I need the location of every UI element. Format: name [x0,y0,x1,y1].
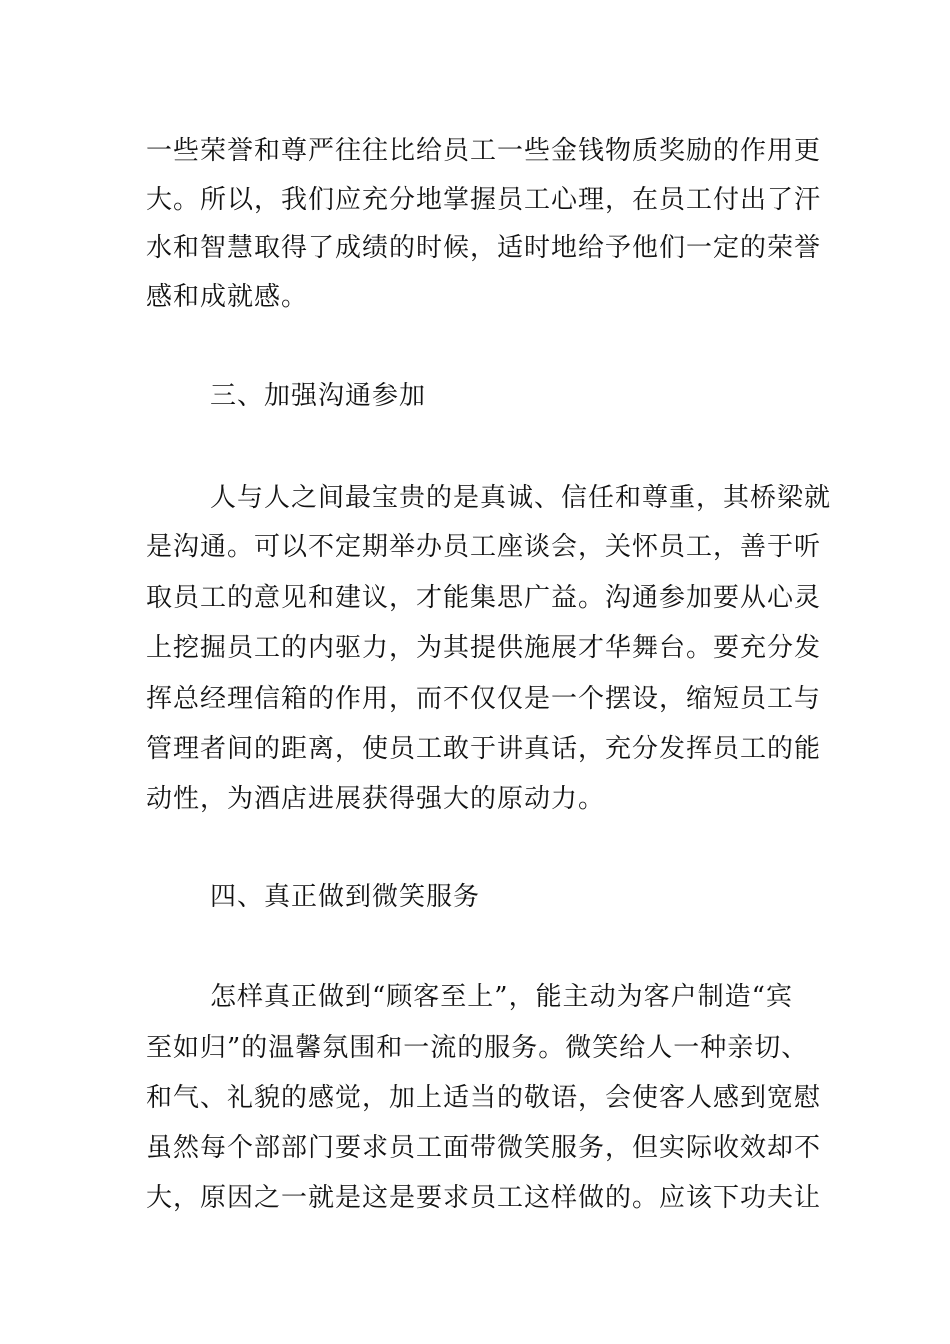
paragraph-line: 水和智慧取得了成绩的时候，适时地给予他们一定的荣誉 [146,233,822,263]
section-heading-3: 三、加强沟通参加 [210,381,427,411]
paragraph-line: 和气、礼貌的感觉，加上适当的敬语，会使客人感到宽慰 [146,1083,822,1113]
paragraph-line: 动性，为酒店进展获得强大的原动力。 [146,784,606,814]
paragraph-line: 大。所以，我们应充分地掌握员工心理，在员工付出了汗 [146,185,822,215]
paragraph-line: 人与人之间最宝贵的是真诚、信任和尊重，其桥梁就 [210,483,832,513]
paragraph-line: 挥总经理信箱的作用，而不仅仅是一个摆设，缩短员工与 [146,684,822,714]
paragraph-line: 是沟通。可以不定期举办员工座谈会，关怀员工，善于听 [146,532,822,562]
paragraph-line: 管理者间的距离，使员工敢于讲真话，充分发挥员工的能 [146,734,822,764]
paragraph-line: 虽然每个部部门要求员工面带微笑服务，但实际收效却不 [146,1133,822,1163]
paragraph-line: 上挖掘员工的内驱力，为其提供施展才华舞台。要充分发 [146,633,822,663]
paragraph-line: 取员工的意见和建议，才能集思广益。沟通参加要从心灵 [146,583,822,613]
paragraph-line: 大，原因之一就是这是要求员工这样做的。应该下功夫让 [146,1183,822,1213]
section-heading-4: 四、真正做到微笑服务 [210,882,481,912]
paragraph-line: 怎样真正做到“顾客至上”，能主动为客户制造“宾 [210,982,793,1012]
paragraph-line: 至如归”的温馨氛围和一流的服务。微笑给人一种亲切、 [146,1033,809,1063]
paragraph-line: 一些荣誉和尊严往往比给员工一些金钱物质奖励的作用更 [146,136,822,166]
paragraph-line: 感和成就感。 [146,282,309,312]
